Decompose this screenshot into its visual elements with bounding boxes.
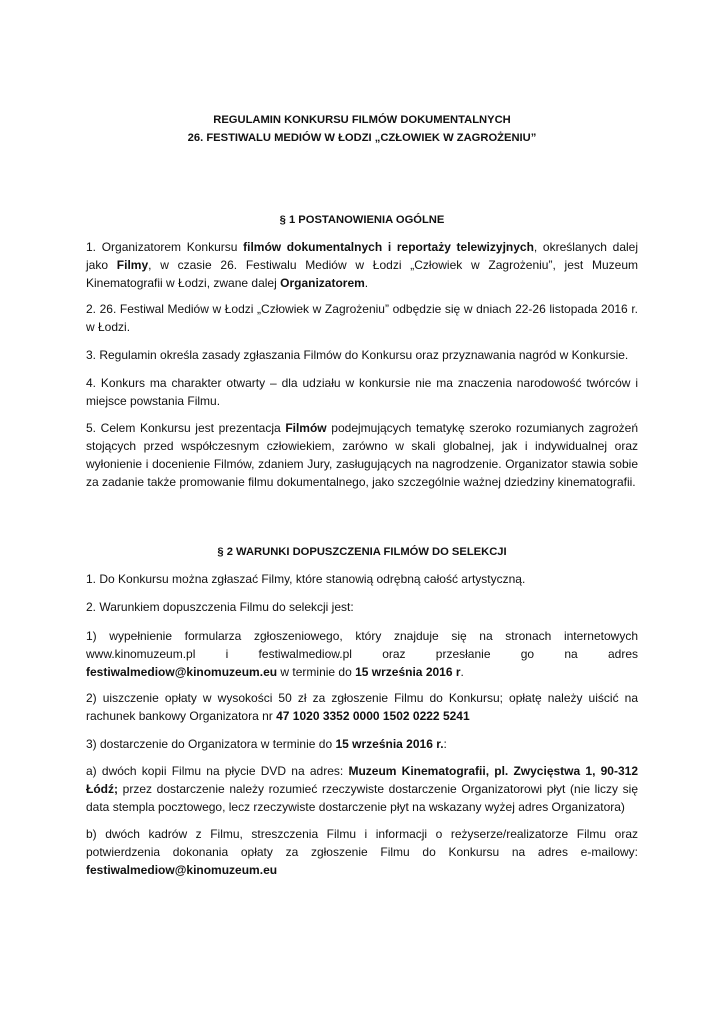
email-link: festiwalmediow@kinomuzeum.eu <box>86 665 278 679</box>
section-2-paragraph-6: a) dwóch kopii Filmu na płycie DVD na adres: Muzeum Kinematografii, pl. Zwycięstwa 1, 90-312 Łódź; przez dostarczenie należy rozumieć rzeczywiste dostarczenie Organizatorowi płyt (nie liczy się data stempla pocztowego, lecz rzeczywiste dostarczenie płyt na wskazany wyżej adres Organizatora) <box>86 764 638 814</box>
section-1-paragraph-5: 5. Celem Konkursu jest prezentacja Filmów podejmujących tematykę szeroko rozumianych zagrożeń stojących przed współczesnym człowiekiem, zarówno w skali globalnej, jak i indywidualnej oraz wyłonienie i docenienie Filmów, zdaniem Jury, zasługujących na nagrodzenie. Organizator stawia sobie za zadanie także promowanie filmu dokumentalnego, jako szczególnie ważnej dziedziny kinematografii. <box>86 421 639 489</box>
bank-account-number: 47 1020 3352 0000 1502 0222 5241 <box>276 709 470 723</box>
section-2-paragraph-7: b) dwóch kadrów z Filmu, streszczenia Filmu i informacji o reżyserze/realizatorze Filmu oraz potwierdzenia dokonania opłaty za zgłoszenie Filmu do Konkursu na adres e-mailowy: festiwalmediow@kinomuzeum.eu <box>86 827 638 877</box>
section-1-heading: § 1 POSTANOWIENIA OGÓLNE <box>279 214 445 226</box>
section-1-paragraph-3: 3. Regulamin określa zasady zgłaszania Filmów do Konkursu oraz przyznawania nagród w Konkursie. <box>86 348 629 362</box>
section-1-paragraph-2: 2. 26. Festiwal Mediów w Łodzi „Człowiek w Zagrożeniu” odbędzie się w dniach 22-26 listopada 2016 r. w Łodzi. <box>86 302 638 334</box>
section-2-paragraph-2: 2. Warunkiem dopuszczenia Filmu do selekcji jest: <box>86 600 354 614</box>
section-2-heading: § 2 WARUNKI DOPUSZCZENIA FILMÓW DO SELEKCJI <box>217 546 507 558</box>
email-link: festiwalmediow@kinomuzeum.eu <box>86 863 278 877</box>
postal-address: Muzeum Kinematografii, pl. Zwycięstwa 1, 90-312 Łódź; <box>86 764 638 796</box>
document-title-line-2: 26. FESTIWALU MEDIÓW W ŁODZI „CZŁOWIEK W ZAGROŻENIU” <box>187 132 537 144</box>
section-2-paragraph-1: 1. Do Konkursu można zgłaszać Filmy, które stanowią odrębną całość artystyczną. <box>86 572 526 586</box>
section-1-paragraph-1: 1. Organizatorem Konkursu filmów dokumentalnych i reportaży telewizyjnych, określanych dalej jako Filmy, w czasie 26. Festiwalu Mediów w Łodzi „Człowiek w Zagrożeniu”, jest Muzeum Kinematografii w Łodzi, zwane dalej Organizatorem. <box>86 240 639 290</box>
section-2-paragraph-4: 2) uiszczenie opłaty w wysokości 50 zł za zgłoszenie Filmu do Konkursu; opłatę należy uiścić na rachunek bankowy Organizatora nr 47 1020 3352 0000 1502 0222 5241 <box>86 691 638 723</box>
section-2-paragraph-3: 1) wypełnienie formularza zgłoszeniowego, który znajduje się na stronach internetowych www.kinomuzeum.pl i festiwalmediow.pl oraz przesłanie go na adres festiwalmediow@kinomuzeum.eu w terminie do 15 września 2016 r. <box>86 629 638 679</box>
section-2-paragraph-5: 3) dostarczenie do Organizatora w terminie do 15 września 2016 r.: <box>86 737 447 751</box>
document-title-line-1: REGULAMIN KONKURSU FILMÓW DOKUMENTALNYCH <box>213 114 511 126</box>
section-1-paragraph-4: 4. Konkurs ma charakter otwarty – dla udziału w konkursie nie ma znaczenia narodowość twórców i miejsce powstania Filmu. <box>86 376 638 408</box>
